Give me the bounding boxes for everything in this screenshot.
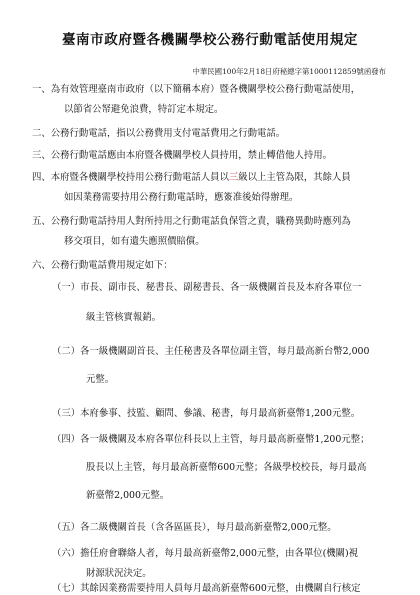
article-3: 三、公務行動電話應由本府暨各機關學校人員持用，禁止轉借他人持用。 [32, 150, 333, 161]
subitem-label: （二） [52, 346, 81, 357]
subitem-7: （七）其餘因業務需要持用人員每月最高新臺幣600元整，由機關自行核定 [52, 583, 361, 594]
article-6: 六、公務行動電話費用規定如下： [32, 260, 173, 271]
article-label: 六、 [32, 260, 51, 271]
article-label: 二、 [32, 128, 51, 139]
highlighted-grade: 三 [228, 172, 239, 183]
article-label: 三、 [32, 150, 51, 161]
subitem-2-line-2: 元整。 [86, 374, 115, 385]
subitem-1-line-1: （一）市長、副市長、秘書長、副秘書長、各一級機關首長及本府各單位一 [52, 282, 362, 293]
subitem-label: （七） [52, 583, 81, 594]
subitem-1-line-2: 級主管核實報銷。 [86, 312, 162, 323]
article-label: 五、 [32, 216, 51, 227]
subitem-6-line-1: （六）擔任府會聯絡人者，每月最高新臺幣2,000元整，由各單位(機關)視 [52, 548, 359, 559]
subitem-4-line-3: 新臺幣2,000元整。 [86, 490, 170, 501]
subitem-4-line-1: （四）各一級機關及本府各單位科長以上主管，每月最高新臺幣1,200元整； [52, 434, 370, 445]
article-label: 四、 [32, 172, 51, 183]
subitem-6-line-2: 財源狀況決定。 [86, 568, 152, 579]
article-5-line-1: 五、公務行動電話持用人對所持用之行動電話負保管之責，職務異動時應列為 [32, 216, 351, 227]
article-4-line-2: 如因業務需要持用公務行動電話時，應簽准後始得辦理。 [64, 192, 299, 203]
subitem-label: （五） [52, 522, 81, 533]
subitem-5: （五）各二級機關首長（含各區區長），每月最高新臺幣2,000元整。 [52, 522, 337, 533]
issuance-note: 中華民國100年2月18日府秘總字第1000112859號函發布 [192, 67, 386, 76]
article-4-line-1: 四、本府暨各機關學校持用公務行動電話人員以三級以上主管為限，其餘人員 [32, 172, 351, 183]
subitem-3: （三）本府參事、技監、顧問、參議、秘書，每月最高新臺幣1,200元整。 [52, 408, 361, 419]
subitem-label: （六） [52, 548, 81, 559]
subitem-label: （四） [52, 434, 81, 445]
document-title: 臺南市政府暨各機關學校公務行動電話使用規定 [61, 32, 359, 48]
article-1-line-2: 以節省公帑避免浪費，特訂定本規定。 [64, 104, 224, 115]
article-2: 二、公務行動電話，指以公務費用支付電話費用之行動電話。 [32, 128, 286, 139]
article-1-line-1: 一、為有效管理臺南市政府（以下簡稱本府）暨各機關學校公務行動電話使用， [32, 84, 361, 95]
subitem-4-line-2: 股長以上主管，每月最高新臺幣600元整；各級學校校長，每月最高 [86, 462, 367, 473]
subitem-label: （一） [52, 282, 81, 293]
subitem-2-line-1: （二）各一級機關副首長、主任秘書及各單位副主管，每月最高新台幣2,000 [52, 346, 370, 357]
article-5-line-2: 移交項目，如有遺失應照價賠償。 [64, 236, 205, 247]
article-label: 一、 [32, 84, 51, 95]
subitem-label: （三） [52, 408, 81, 419]
